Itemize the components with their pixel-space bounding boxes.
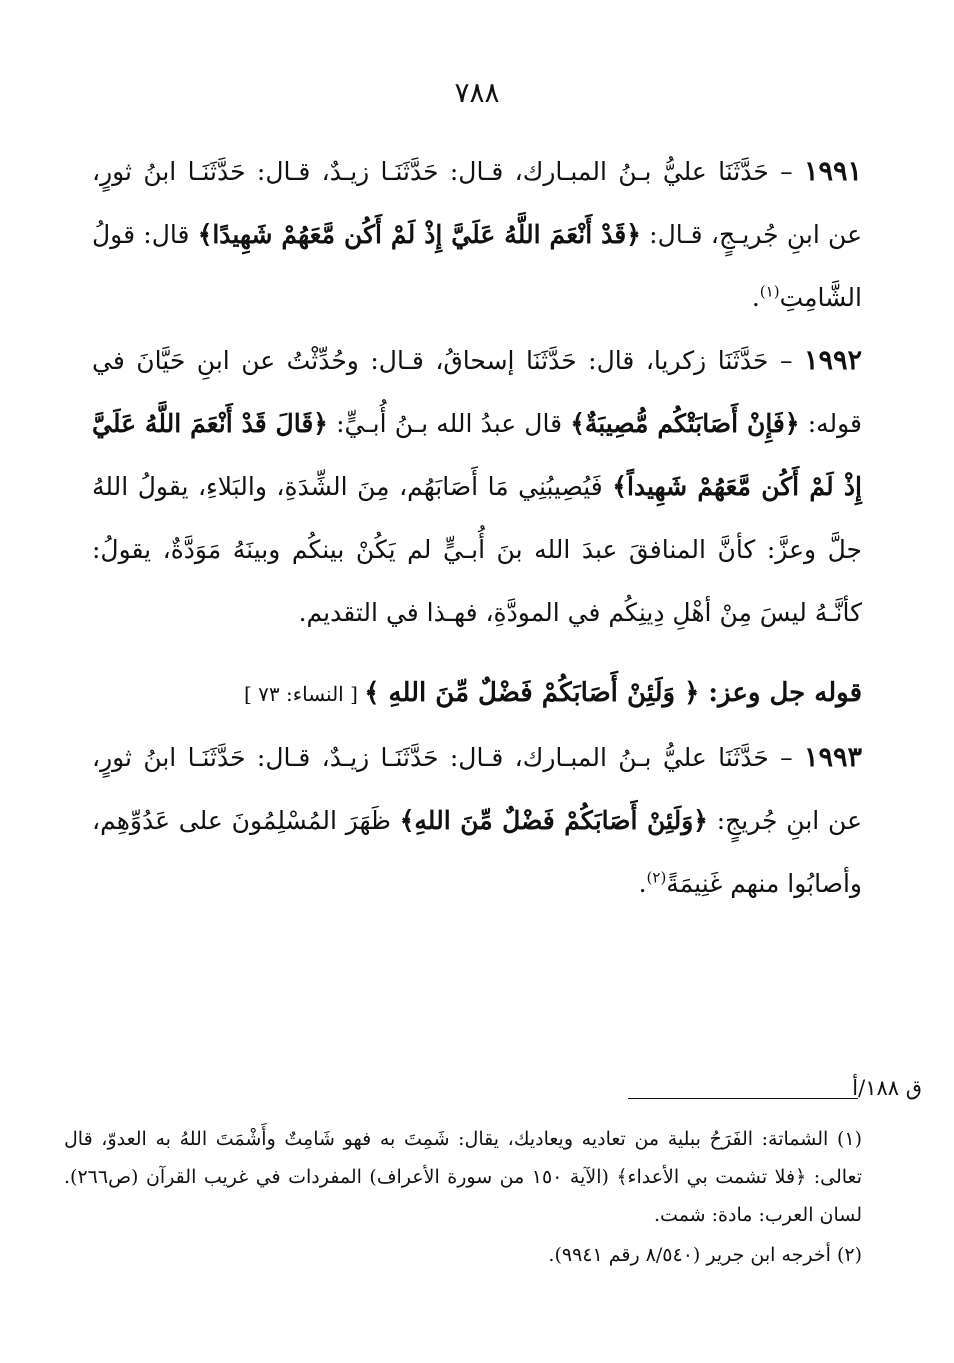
footnote-ref[interactable]: (٢) [646, 868, 667, 887]
footnote-ref[interactable]: (١) [759, 282, 780, 301]
footnote-divider [628, 1098, 858, 1099]
quran-verse: ﴿قَالَ قَدْ أَنْعَمَ اللَّهُ عَلَيَّ إِذْ لَمْ أَكُن مَّعَهُمْ شَهِيداً﴾ [92, 409, 862, 501]
hadith-entry-1992 [92, 329, 862, 644]
hadith-text-end: . [751, 283, 760, 312]
footnote-1: (١) الشماتة: الفَرَحُ ببلية من تعاديه ويعاديك، يقال: شَمِتَ به فهو شَامِتٌ وأَشْمَتَ اللهُ به العدوّ، قال تعالى: ﴿فلا تشمت بي الأعداء﴾ (الآية ١٥٠ من سورة الأعراف) المفردات في غريب القرآن (ص٢٦٦). لسان العرب: مادة: شمت. [64, 1128, 862, 1226]
hadith-entry-1993 [92, 726, 862, 915]
hadith-number: ١٩٩١ [803, 156, 862, 187]
quran-verse: ﴿قَدْ أَنْعَمَ اللَّهُ عَلَيَّ إِذْ لَمْ أَكُن مَّعَهُمْ شَهِيدًا﴾ [197, 220, 641, 249]
page-number: ٧٨٨ [454, 76, 500, 109]
hadith-text: قال عبدُ الله بـنُ أُبـيٍّ: [327, 409, 571, 438]
hadith-text: قال: قولُ الشَّامِتِ [92, 220, 862, 312]
hadith-text: – حَدَّثَنَا عليُّ بـنُ المبـارك، قـال: حَدَّثَنَـا زيـدٌ، قـال: حَدَّثَنَـا ابنُ ثورٍ، عن ابنِ جُريـجٍ، قـال: [92, 157, 863, 249]
verse-reference: [ النساء: ٧٣ ] [243, 682, 365, 706]
quran-verse: ﴿وَلَئِنْ أَصَابَكُمْ فَضْلٌ مِّنَ اللهِ﴾ [399, 806, 708, 835]
hadith-text: فَيُصِيبُنِي مَا أَصَابَهُم، مِنَ الشِّدَةِ، والبَلاءِ، يقولُ اللهُ جلَّ وعزَّ: كأنَّ المنافقَ عبدَ الله بنَ أُبـيٍّ لم يَكُنْ بينكُم وبينَهُ مَوَدَّةٌ، يقولُ: كأنَّـهُ ليسَ مِنْ أهْلِ دِينِكُم في المودَّةِ، فهـذا في التقديم. [92, 472, 862, 627]
heading-label: قوله جل وعز: [699, 678, 862, 708]
quran-verse: ﴿فَإِنْ أَصَابَتْكُم مُّصِيبَةٌ﴾ [570, 409, 800, 438]
main-text [92, 140, 862, 915]
heading-verse: ﴿ وَلَئِنْ أَصَابَكُمْ فَضْلٌ مِّنَ اللهِ ﴾ [364, 678, 700, 708]
hadith-number: ١٩٩٣ [803, 742, 862, 773]
section-gap [92, 644, 862, 662]
hadith-text: – حَدَّثَنَا عليُّ بـنُ المبـارك، قـال: حَدَّثَنَـا زيـدٌ، قـال: حَدَّثَنَـا ابنُ ثورٍ، عن ابنِ جُريجٍ: [92, 743, 862, 835]
hadith-text: – حَدَّثَنَا زكريا، قال: حَدَّثَنَا إسحاقُ، قـال: وحُدِّثْتُ عن ابنِ حَيَّانَ في قوله: [92, 346, 863, 438]
hadith-number: ١٩٩٢ [803, 345, 862, 376]
hadith-entry-1991 [92, 140, 862, 329]
hadith-text: ظَهَرَ المُسْلِمُونَ على عَدُوِّهِم، وأصابُوا منهم غَنِيمَةً [92, 806, 862, 898]
footnotes-section [64, 1120, 862, 1274]
footnote-2: (٢) أخرجه ابن جرير (٨/٥٤٠ رقم ٩٩٤١). [548, 1244, 862, 1266]
hadith-text-end: . [638, 869, 647, 898]
section-heading [92, 662, 862, 726]
manuscript-folio-note: ق ١٨٨/أ [852, 1076, 922, 1100]
